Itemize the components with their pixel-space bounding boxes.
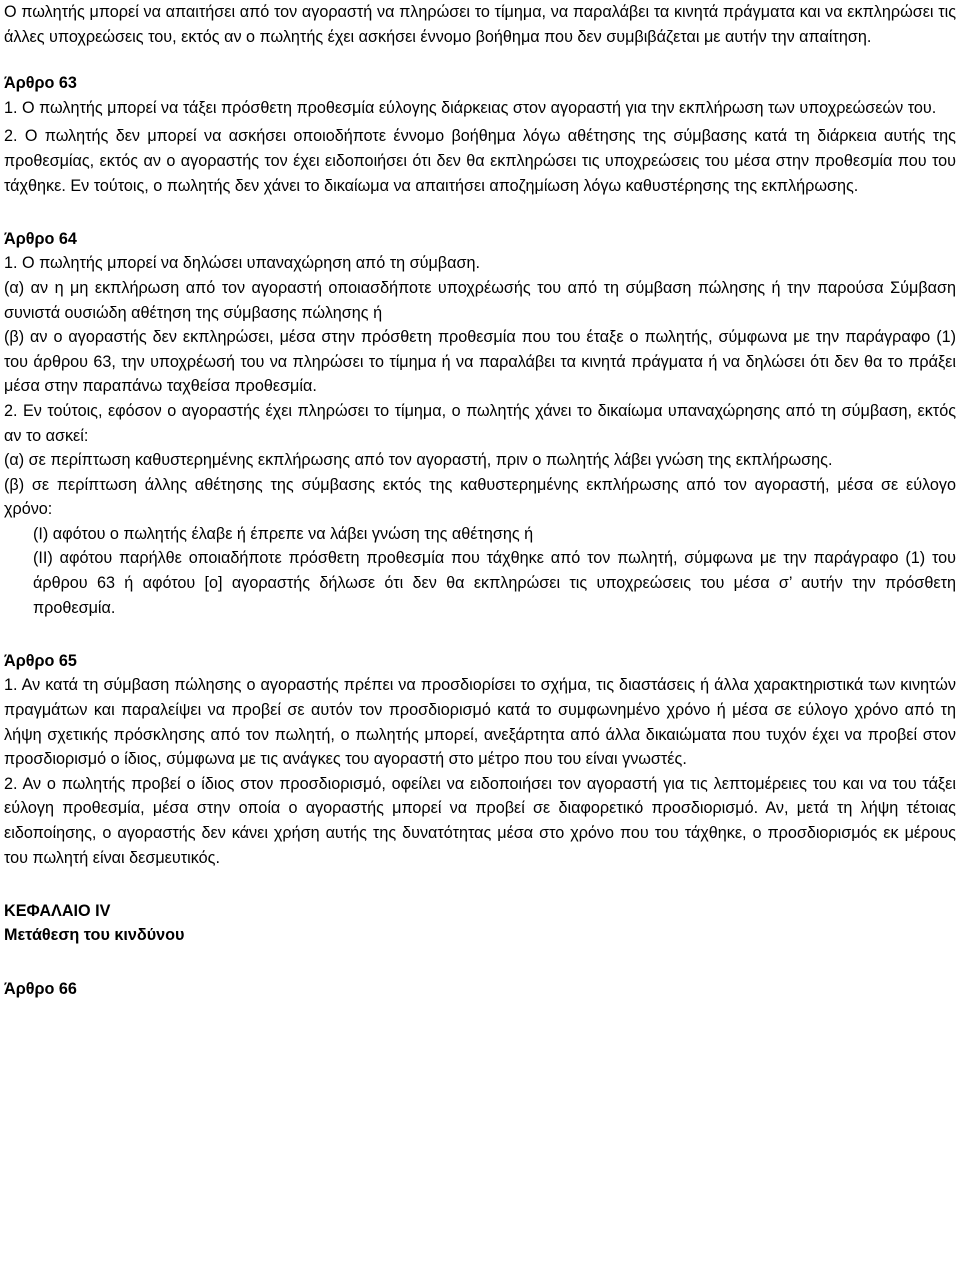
article-64-para-2b-i: (I) αφότου ο πωλητής έλαβε ή έπρεπε να λάβει γνώση της αθέτησης ή <box>33 524 534 543</box>
chapter-number: ΚΕΦΑΛΑΙΟ IV <box>4 901 111 920</box>
article-64-para-1: 1. Ο πωλητής μπορεί να δηλώσει υπαναχώρηση από τη σύμβαση. <box>4 254 480 273</box>
article-65-para-1: 1. Αν κατά τη σύμβαση πώλησης ο αγοραστής πρέπει να προσδιορίσει το σχήμα, τις διαστάσεις ή άλλα χαρακτηριστικά των κινητών πραγμάτων και παραλείψει να προβεί σε αυτόν τον προσδιορισμό κατά το συμφωνημένο χρόνο ή μέσα σε εύλογο χρόνο από τη λήψη σχετικής πρόσκλησης από τον πωλητή, ο πωλητής μπορεί, ανεξάρτητα από άλλα δικαιώματα που τυχόν έχει να προβεί στον προσδιορισμό ο ίδιος, σύμφωνα με τις ανάγκες του αγοραστή στο μέτρο που του είναι γνωστές. <box>4 676 956 769</box>
article-64-para-2b-ii: (II) αφότου παρήλθε οποιαδήποτε πρόσθετη προθεσμία που τάχθηκε από τον πωλητή, σύμφωνα με την παράγραφο (1) του άρθρου 63 ή αφότου [ο] αγοραστής δήλωσε ότι δεν θα εκπληρώσει τις υποχρεώσεις του μέσα σ’ αυτήν την πρόσθετη προθεσμία. <box>33 549 956 617</box>
article-63-heading: Άρθρο 63 <box>4 74 77 93</box>
article-64-heading: Άρθρο 64 <box>4 229 77 248</box>
article-64-para-2b: (β) σε περίπτωση άλλης αθέτησης της σύμβασης εκτός της καθυστερημένης εκπλήρωσης από τον αγοραστή, μέσα σε εύλογο χρόνο: <box>4 475 956 519</box>
chapter-title: Μετάθεση του κινδύνου <box>4 926 185 945</box>
article-64-para-1a: (α) αν η μη εκπλήρωση από τον αγοραστή οποιασδήποτε υποχρέωσής του από τη σύμβαση πώλησης ή την παρούσα Σύμβαση συνιστά ουσιώδη αθέτηση της σύμβασης πώλησης ή <box>4 278 956 322</box>
article-63-para-1: 1. Ο πωλητής μπορεί να τάξει πρόσθετη προθεσμία εύλογης διάρκειας στον αγοραστή για την εκπλήρωση των υποχρεώσεών του. <box>4 98 937 117</box>
article-65-para-2: 2. Αν ο πωλητής προβεί ο ίδιος στον προσδιορισμό, οφείλει να ειδοποιήσει τον αγοραστή για τις λεπτομέρειες του και να του τάξει εύλογη προθεσμία, μέσα στην οποία ο αγοραστής μπορεί να προβεί σε διαφορετικό προσδιορισμό. Αν, μετά τη λήψη τέτοιας ειδοποίησης, ο αγοραστής δεν κάνει χρήση αυτής της δυνατότητας μέσα στο χρόνο που του τάχθηκε, ο προσδιορισμός εκ μέρους του πωλητή είναι δεσμευτικός. <box>4 774 956 867</box>
article-65-heading: Άρθρο 65 <box>4 651 77 670</box>
article-66-heading: Άρθρο 66 <box>4 979 77 998</box>
article-63-para-2: 2. Ο πωλητής δεν μπορεί να ασκήσει οποιοδήποτε έννομο βοήθημα λόγω αθέτησης της σύμβασης κατά τη διάρκεια αυτής της προθεσμίας, εκτός αν ο αγοραστής τον έχει ειδοποιήσει ότι δεν θα εκπληρώσει τις υποχρεώσεις του μέσα στην προθεσμία που του τάχθηκε. Εν τούτοις, ο πωλητής δεν χάνει το δικαίωμα να απαιτήσει αποζημίωση λόγω καθυστέρησης της εκπλήρωσης. <box>4 127 956 195</box>
paragraph-intro: Ο πωλητής μπορεί να απαιτήσει από τον αγοραστή να πληρώσει το τίμημα, να παραλάβει τα κινητά πράγματα και να εκπληρώσει τις άλλες υποχρεώσεις του, εκτός αν ο πωλητής έχει ασκήσει έννομο βοήθημα που δεν συμβιβάζεται με αυτήν την απαίτηση. <box>4 3 956 46</box>
document-page <box>4 0 956 1001</box>
article-64-para-2a: (α) σε περίπτωση καθυστερημένης εκπλήρωσης από τον αγοραστή, πριν ο πωλητής λάβει γνώση της εκπλήρωσης. <box>4 451 833 470</box>
article-64-para-1b: (β) αν ο αγοραστής δεν εκπληρώσει, μέσα στην πρόσθετη προθεσμία που του έταξε ο πωλητής, σύμφωνα με την παράγραφο (1) του άρθρου 63, την υποχρέωσή του να πληρώσει το τίμημα ή να παραλάβει τα κινητά πράγματα ή να δηλώσει ότι δεν θα το πράξει μέσα στην παραπάνω ταχθείσα προθεσμία. <box>4 328 956 396</box>
article-64-para-2: 2. Εν τούτοις, εφόσον ο αγοραστής έχει πληρώσει το τίμημα, ο πωλητής χάνει το δικαίωμα υπαναχώρησης από τη σύμβαση, εκτός αν το ασκεί: <box>4 401 956 445</box>
